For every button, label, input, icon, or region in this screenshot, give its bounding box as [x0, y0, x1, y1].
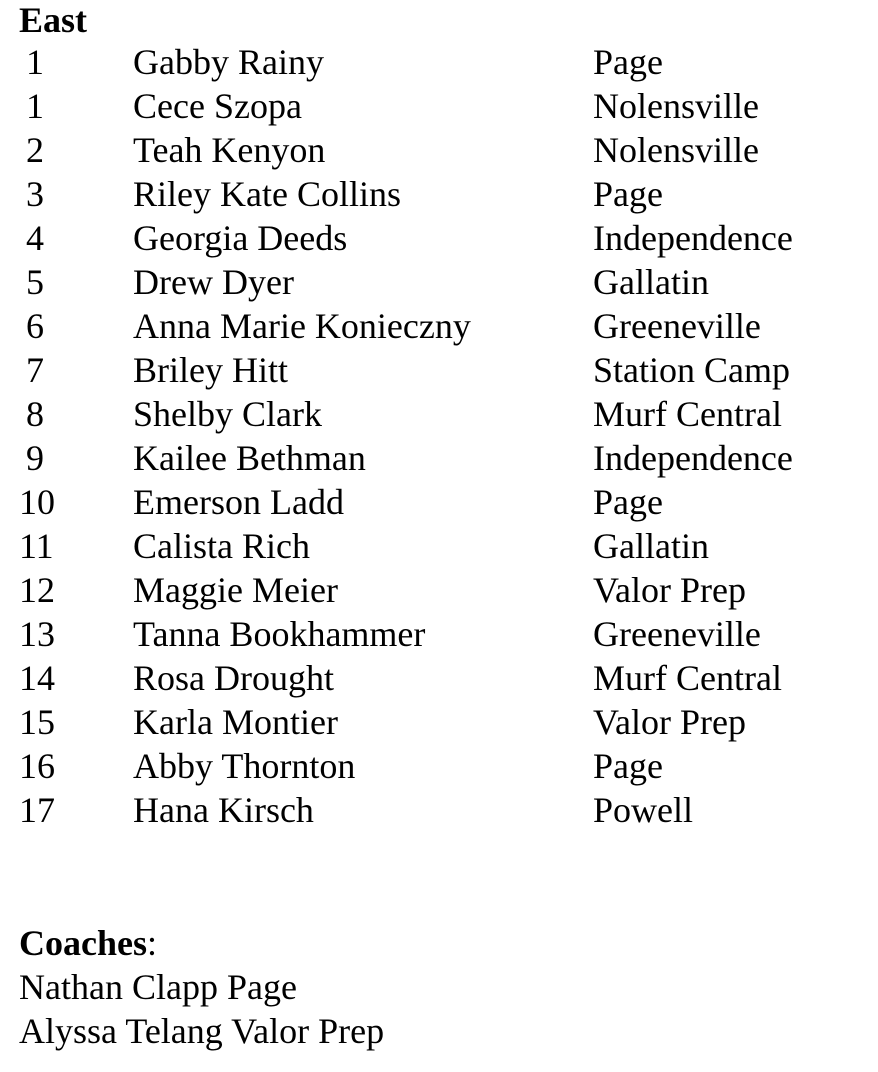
- roster-row: [19, 656, 869, 700]
- player-number: 13: [19, 614, 55, 654]
- player-school: Page: [593, 42, 663, 82]
- player-number: 9: [26, 438, 44, 478]
- player-name: Rosa Drought: [133, 658, 334, 698]
- roster-list: [19, 40, 869, 832]
- player-number: 8: [26, 394, 44, 434]
- player-school: Page: [593, 482, 663, 522]
- roster-row: [19, 612, 869, 656]
- roster-row: [19, 304, 869, 348]
- roster-row: [19, 40, 869, 84]
- coaches-label: Coaches: [19, 923, 147, 963]
- player-name: Shelby Clark: [133, 394, 322, 434]
- player-name: Teah Kenyon: [133, 130, 326, 170]
- coaches-label-suffix: :: [147, 923, 158, 963]
- player-school: Greeneville: [593, 306, 761, 346]
- player-name: Riley Kate Collins: [133, 174, 401, 214]
- coaches-heading: [19, 921, 384, 965]
- player-school: Powell: [593, 790, 694, 830]
- player-number: 6: [26, 306, 44, 346]
- player-number: 5: [26, 262, 44, 302]
- coach-name: Nathan Clapp Page: [19, 967, 297, 1007]
- player-name: Georgia Deeds: [133, 218, 348, 258]
- roster-row: [19, 392, 869, 436]
- player-school: Valor Prep: [593, 702, 746, 742]
- roster-row: [19, 744, 869, 788]
- player-number: 1: [26, 42, 44, 82]
- player-number: 12: [19, 570, 55, 610]
- player-school: Nolensville: [593, 86, 759, 126]
- player-number: 2: [26, 130, 44, 170]
- player-school: Page: [593, 746, 663, 786]
- player-school: Independence: [593, 438, 793, 478]
- player-school: Station Camp: [593, 350, 790, 390]
- roster-row: [19, 260, 869, 304]
- roster-row: [19, 700, 869, 744]
- player-school: Nolensville: [593, 130, 759, 170]
- player-name: Emerson Ladd: [133, 482, 344, 522]
- player-school: Murf Central: [593, 394, 782, 434]
- player-number: 1: [26, 86, 44, 126]
- player-name: Calista Rich: [133, 526, 310, 566]
- coach-name: Alyssa Telang Valor Prep: [19, 1011, 385, 1051]
- roster-row: [19, 216, 869, 260]
- player-name: Kailee Bethman: [133, 438, 366, 478]
- player-number: 17: [19, 790, 55, 830]
- roster-row: [19, 172, 869, 216]
- roster-row: [19, 788, 869, 832]
- player-name: Drew Dyer: [133, 262, 294, 302]
- roster-row: [19, 568, 869, 612]
- roster-row: [19, 128, 869, 172]
- player-name: Hana Kirsch: [133, 790, 314, 830]
- player-school: Greeneville: [593, 614, 761, 654]
- coaches-section: [19, 921, 384, 1053]
- player-number: 4: [26, 218, 44, 258]
- player-number: 7: [26, 350, 44, 390]
- roster-row: [19, 480, 869, 524]
- roster-document: [19, 0, 869, 832]
- player-name: Maggie Meier: [133, 570, 338, 610]
- roster-row: [19, 348, 869, 392]
- player-school: Valor Prep: [593, 570, 746, 610]
- player-number: 3: [26, 174, 44, 214]
- player-number: 10: [19, 482, 55, 522]
- player-number: 16: [19, 746, 55, 786]
- player-school: Gallatin: [593, 262, 709, 302]
- player-name: Tanna Bookhammer: [133, 614, 426, 654]
- player-number: 11: [19, 526, 54, 566]
- roster-row: [19, 436, 869, 480]
- player-name: Karla Montier: [133, 702, 338, 742]
- player-school: Murf Central: [593, 658, 782, 698]
- player-number: 15: [19, 702, 55, 742]
- player-school: Gallatin: [593, 526, 709, 566]
- player-school: Page: [593, 174, 663, 214]
- section-title: East: [19, 0, 88, 40]
- roster-row: [19, 84, 869, 128]
- player-name: Briley Hitt: [133, 350, 288, 390]
- player-name: Gabby Rainy: [133, 42, 324, 82]
- player-school: Independence: [593, 218, 793, 258]
- roster-row: [19, 524, 869, 568]
- player-name: Anna Marie Konieczny: [133, 306, 471, 346]
- player-number: 14: [19, 658, 55, 698]
- player-name: Abby Thornton: [133, 746, 356, 786]
- player-name: Cece Szopa: [133, 86, 302, 126]
